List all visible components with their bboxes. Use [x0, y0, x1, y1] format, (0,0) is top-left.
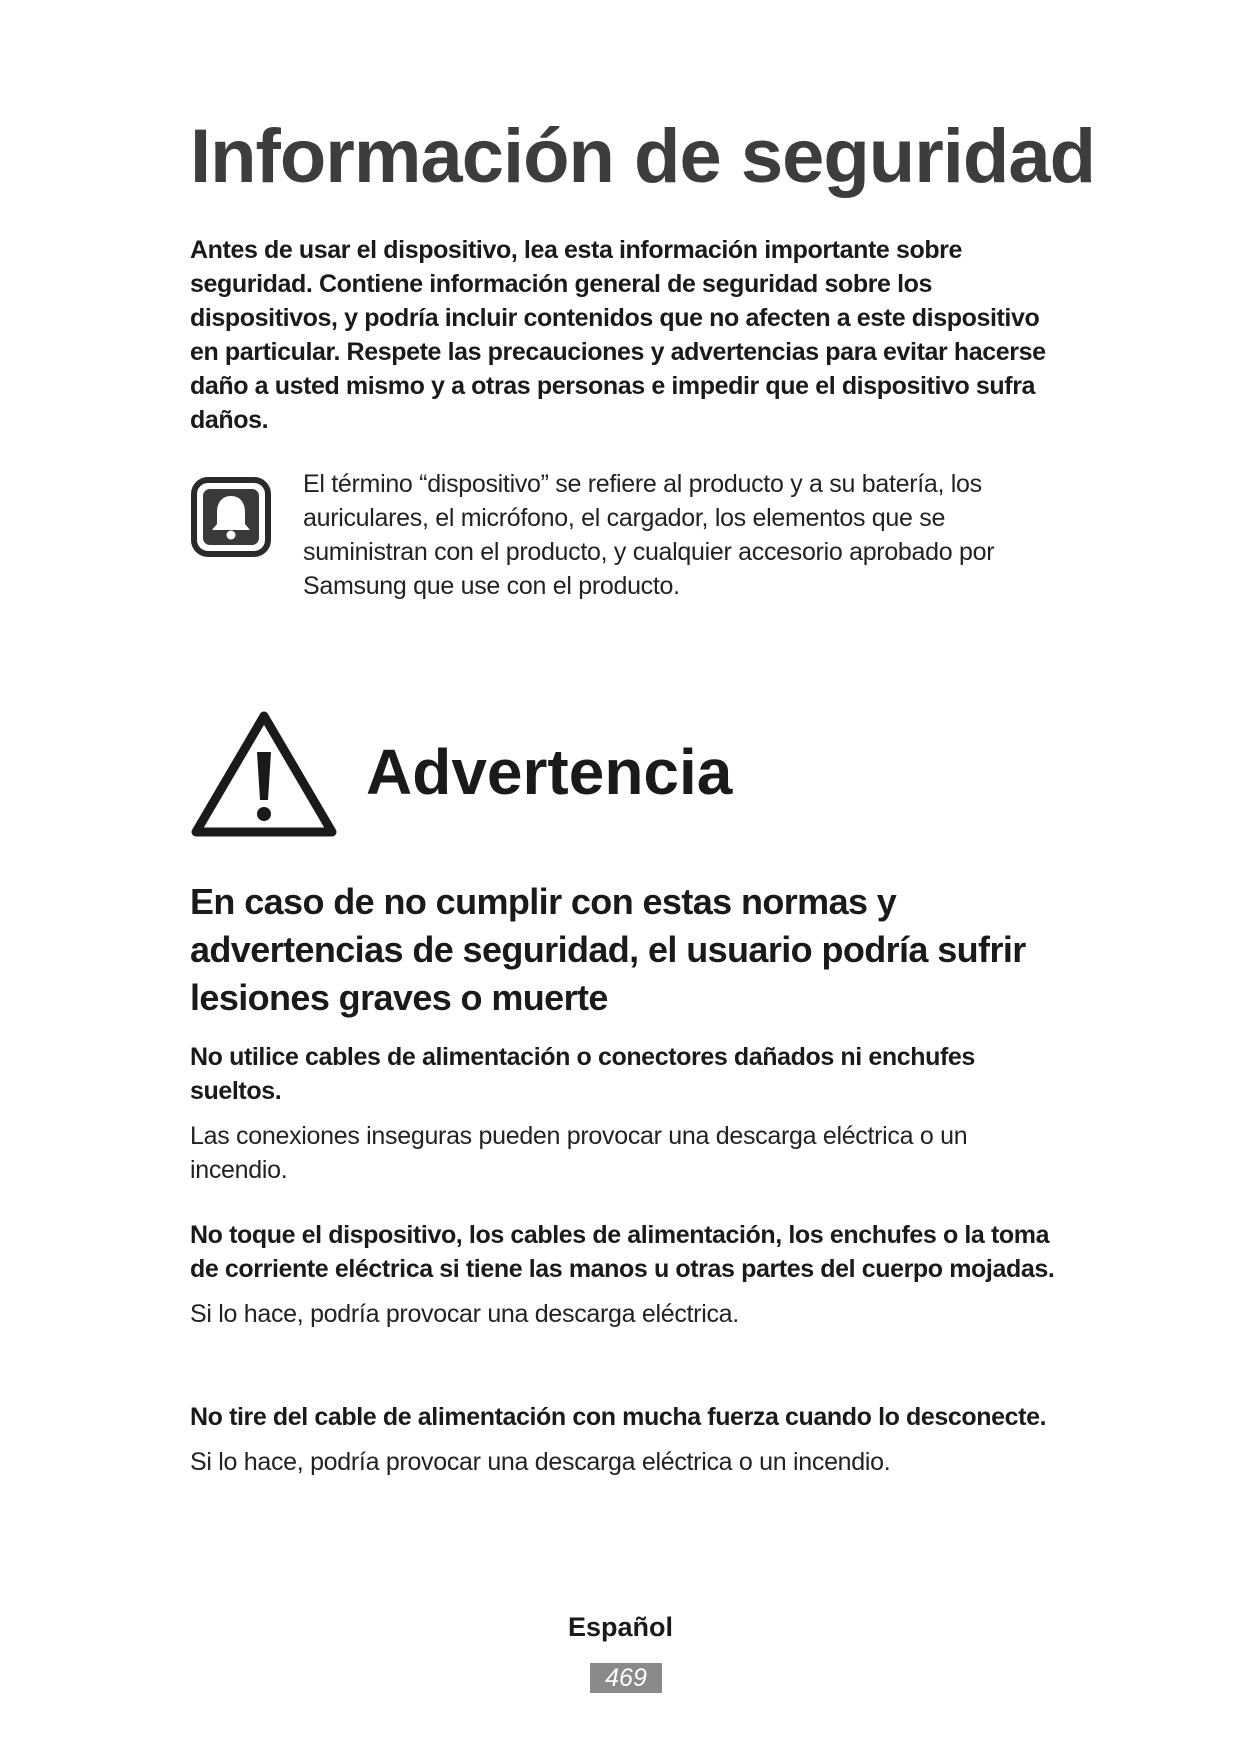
safety-rule [190, 1218, 1070, 1331]
rule-heading: No tire del cable de alimentación con mucha fuerza cuando lo desconecte. [190, 1403, 1047, 1431]
page-title: Información de seguridad [190, 114, 1096, 199]
bell-icon [190, 476, 272, 558]
rule-text: Si lo hace, podría provocar una descarga eléctrica o un incendio. [190, 1448, 891, 1476]
warning-triangle-icon [190, 708, 338, 840]
rule-text: Las conexiones inseguras pueden provocar una descarga eléctrica o un incendio. [190, 1122, 968, 1184]
warning-subtitle: En caso de no cumplir con estas normas y advertencias de seguridad, el usuario podría sufrir lesiones graves o muerte [190, 881, 1026, 1018]
rule-heading: No utilice cables de alimentación o conectores dañados ni enchufes sueltos. [190, 1043, 975, 1105]
warning-title: Advertencia [366, 736, 733, 808]
rule-heading: No toque el dispositivo, los cables de alimentación, los enchufes o la toma de corriente eléctrica si tiene las manos u otras partes del cuerpo mojadas. [190, 1221, 1055, 1283]
page-number-badge: 469 [590, 1663, 662, 1693]
safety-rule [190, 1040, 1070, 1187]
safety-rule [190, 1400, 1070, 1479]
note-text: El término “dispositivo” se refiere al producto y a su batería, los auriculares, el micrófono, el cargador, los elementos que se suministran con el producto, y cualquier accesorio aprobado por Samsung que use con el producto. [303, 470, 995, 600]
footer-language: Español [567, 1612, 674, 1642]
intro-paragraph: Antes de usar el dispositivo, lea esta información importante sobre seguridad. Contiene información general de seguridad sobre los dispositivos, y podría incluir contenidos que no afecten a este dispositivo en particular. Respete las precauciones y advertencias para evitar hacerse daño a usted mismo y a otras personas e impedir que el dispositivo sufra daños. [190, 236, 1046, 434]
rule-text: Si lo hace, podría provocar una descarga eléctrica. [190, 1300, 739, 1328]
